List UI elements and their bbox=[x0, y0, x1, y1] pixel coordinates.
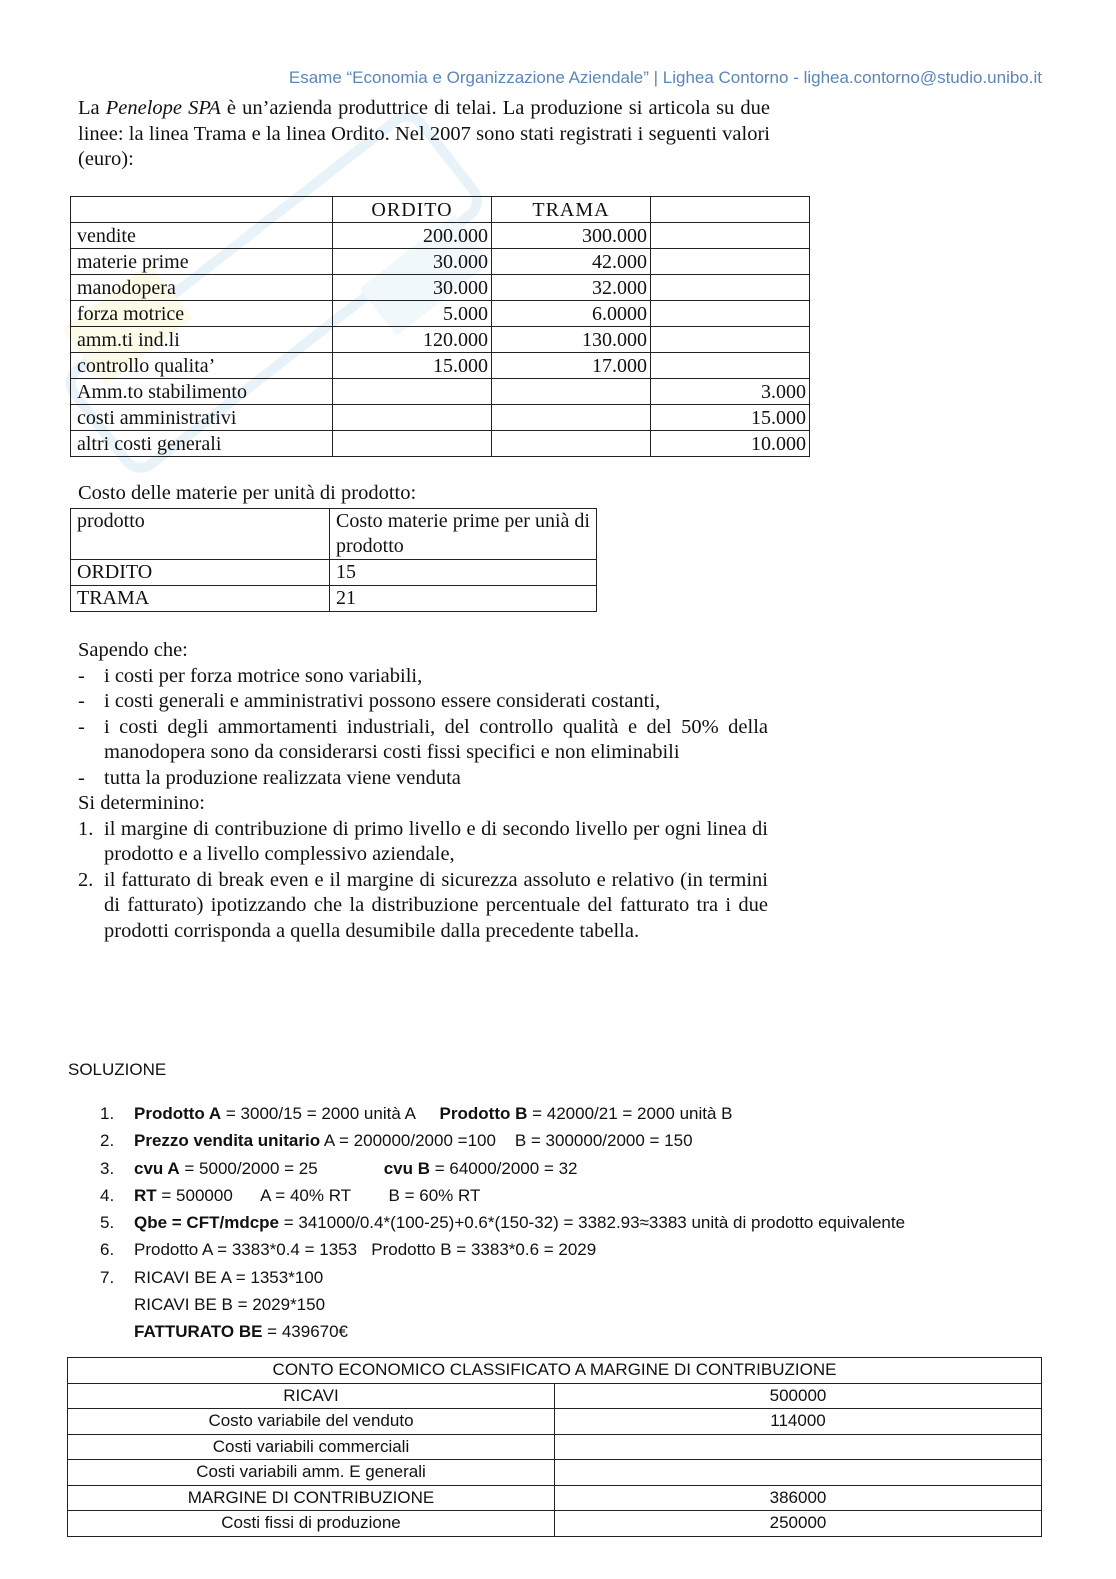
table-row: MARGINE DI CONTRIBUZIONE 386000 bbox=[68, 1485, 1042, 1511]
col-header-trama: TRAMA bbox=[492, 197, 651, 223]
col-header-ordito: ORDITO bbox=[333, 197, 492, 223]
list-item: - i costi per forza motrice sono variabili, bbox=[78, 664, 423, 687]
list-item: 6. Prodotto A = 3383*0.4 = 1353 Prodotto B = 3383*0.6 = 2029 bbox=[100, 1240, 597, 1260]
table-row: TRAMA 21 bbox=[71, 586, 597, 612]
table-row: controllo qualita’ 15.000 17.000 bbox=[71, 353, 810, 379]
question-2: 2. il fatturato di break even e il margine di sicurezza assoluto e relativo (in termini di fatturato) ipotizzando che la distribuzione percentuale del fatturato tra i due prodotti corrisponda a quella desumibile dalla precedente tabella. bbox=[78, 868, 768, 942]
list-item: - tutta la produzione realizzata viene venduta bbox=[78, 766, 461, 789]
company-name: Penelope SPA bbox=[105, 97, 221, 119]
income-statement-title: CONTO ECONOMICO CLASSIFICATO A MARGINE DI CONTRIBUZIONE bbox=[68, 1358, 1042, 1384]
question-1: 1. il margine di contribuzione di primo livello e di secondo livello per ogni linea di prodotto e a livello complessivo aziendale, bbox=[78, 817, 768, 865]
unit-cost-table bbox=[70, 508, 597, 612]
list-item: RICAVI BE B = 2029*150 bbox=[134, 1295, 326, 1315]
problem-intro: La Penelope SPA è un’azienda produttrice di telai. La produzione si articola su due linee: la linea Trama e la linea Ordito. Nel 2007 sono stati registrati i seguenti valori (euro): bbox=[78, 97, 771, 170]
list-item: 3. cvu A = 5000/2000 = 25 cvu B = 64000/2000 = 32 bbox=[100, 1158, 578, 1178]
table-row: costi amministrativi 15.000 bbox=[71, 405, 810, 431]
list-item: - i costi degli ammortamenti industriali, del controllo qualità e del 50% della manodopera sono da considerarsi costi fissi specifici e non eliminabili bbox=[78, 715, 768, 763]
list-item: - i costi generali e amministrativi possono essere considerati costanti, bbox=[78, 690, 661, 712]
list-item: 4. RT = 500000 A = 40% RT B = 60% RT bbox=[100, 1185, 481, 1205]
page-header: Esame “Economia e Organizzazione Aziendale” | Lighea Contorno - lighea.contorno@studio.unibo.it bbox=[288, 68, 1042, 87]
list-item: 7. RICAVI BE A = 1353*100 bbox=[100, 1267, 324, 1287]
table-row: amm.ti ind.li 120.000 130.000 bbox=[71, 327, 810, 353]
table-row: Costi variabili amm. E generali bbox=[68, 1460, 1042, 1486]
table-row: Costi fissi di produzione 250000 bbox=[68, 1511, 1042, 1537]
list-item: 1. Prodotto A = 3000/15 = 2000 unità A Prodotto B = 42000/21 = 2000 unità B bbox=[100, 1104, 733, 1123]
table-row: vendite 200.000 300.000 bbox=[71, 223, 810, 249]
solution-title: SOLUZIONE bbox=[68, 1060, 167, 1079]
table-row: Amm.to stabilimento 3.000 bbox=[71, 379, 810, 405]
table-row: forza motrice 5.000 6.0000 bbox=[71, 301, 810, 327]
table-row: prodotto Costo materie prime per unià di prodotto bbox=[71, 509, 597, 560]
table-header-row bbox=[71, 197, 810, 223]
cost-data-table bbox=[70, 196, 810, 457]
problem-conditions: Sapendo che: - i costi per forza motrice sono variabili, - i costi generali e amministrativi possono essere considerati costanti, - i costi degli ammortamenti industriali, del controllo qualità e del 50% della manodopera sono da considerarsi costi fissi specifici e non eliminabili - tutta la produzione realizzata viene venduta Si determinino: 1. il margine di contribuzione di primo livello e di secondo livello per ogni linea di prodotto e a livello complessivo aziendale, 2. il fatturato di break even e il margine di sicurezza assoluto e relativo (in termini di fatturato) ipotizzando che la distribuzione percentuale del fatturato tra i due prodotti corrisponda a quella desumibile dalla precedente tabella. bbox=[78, 638, 768, 944]
list-item: FATTURATO BE = 439670€ bbox=[134, 1322, 349, 1342]
table-header-row bbox=[68, 1358, 1042, 1384]
income-statement-table bbox=[67, 1357, 1042, 1537]
list-item: 2. Prezzo vendita unitario A = 200000/2000 =100 B = 300000/2000 = 150 bbox=[100, 1131, 693, 1151]
table-row: materie prime 30.000 42.000 bbox=[71, 249, 810, 275]
table-row: manodopera 30.000 32.000 bbox=[71, 275, 810, 301]
table-row: altri costi generali 10.000 bbox=[71, 431, 810, 457]
table-row: ORDITO 15 bbox=[71, 560, 597, 586]
table-row: Costi variabili commerciali bbox=[68, 1434, 1042, 1460]
unit-cost-caption: Costo delle materie per unità di prodotto: bbox=[78, 482, 417, 504]
list-item: 5. Qbe = CFT/mdcpe = 341000/0.4*(100-25)+0.6*(150-32) = 3382.93≈3383 unità di prodotto equivalente bbox=[100, 1213, 906, 1233]
solution-steps bbox=[100, 1100, 905, 1346]
table-row: RICAVI 500000 bbox=[68, 1383, 1042, 1409]
table-row: Costo variabile del venduto 114000 bbox=[68, 1409, 1042, 1435]
